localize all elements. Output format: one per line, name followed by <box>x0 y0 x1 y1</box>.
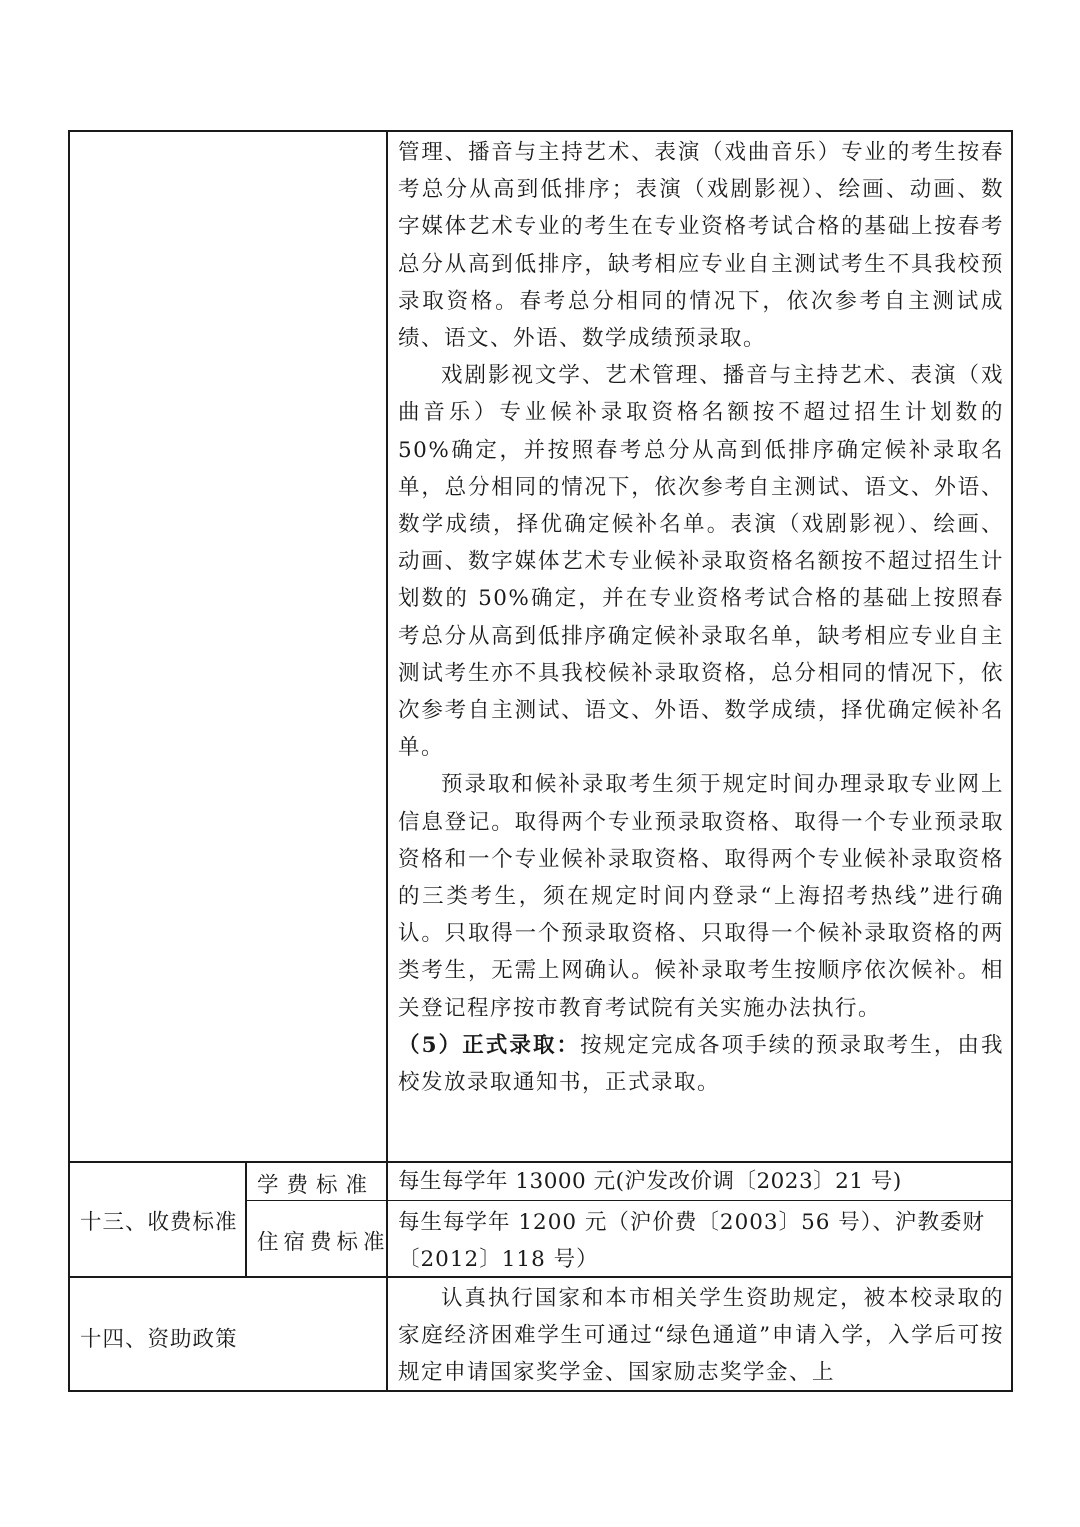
tuition-label: 学费标准 <box>257 1173 376 1198</box>
financial-aid-text: 认真执行国家和本市相关学生资助规定，被本校录取的家庭经济困难学生可通过“绿色通道”申请入学，入学后可按规定申请国家奖学金、国家励志奖学金、上 <box>398 1286 1004 1385</box>
fee-row-divider <box>245 1200 1013 1201</box>
admission-paragraph-2: 戏剧影视文学、艺术管理、播音与主持艺术、表演（戏曲音乐）专业候补录取资格名额按不超过招生计划数的 50%确定，并按照春考总分从高到低排序确定候补录取名单，总分相同的情况下，依次参考自主测试、语文、外语、数学成绩，择优确定候补名单。表演（戏剧影视）、绘画、动画、数字媒体艺术专业候补录取资格名额按不超过招生计划数的 50%确定，并在专业资格考试合格的基础上按照春考总分从高到低排序确定候补录取名单，缺考相应专业自主测试考生亦不具我校候补录取资格，总分相同的情况下，依次参考自主测试、语文、外语、数学成绩，择优确定候补名单。 <box>398 363 1004 761</box>
formal-admission-label: （5）正式录取： <box>398 1032 581 1058</box>
section14-title: 十四、资助政策 <box>80 1327 238 1352</box>
admission-paragraph-1: 管理、播音与主持艺术、表演（戏曲音乐）专业的考生按春考总分从高到低排序；表演（戏剧影视）、绘画、动画、数字媒体艺术专业的考生在专业资格考试合格的基础上按春考总分从高到低排序，缺考相应专业自主测试考生不具我校预录取资格。春考总分相同的情况下，依次参考自主测试成绩、语文、外语、数学成绩预录取。 <box>398 140 1004 352</box>
tuition-value: 每生每学年 13000 元(沪发改价调〔2023〕21 号) <box>398 1169 902 1194</box>
fee-subcolumn-divider <box>245 1162 247 1277</box>
section13-title: 十三、收费标准 <box>80 1210 238 1235</box>
formal-admission-text: 按规定完成各项手续的预录取考生，由我校发放录取通知书，正式录取。 <box>398 1032 1004 1096</box>
dorm-fee-label: 住宿费标准 <box>257 1230 390 1255</box>
admission-paragraph-3: 预录取和候补录取考生须于规定时间办理录取专业网上信息登记。取得两个专业预录取资格、取得一个专业预录取资格和一个专业候补录取资格、取得两个专业候补录取资格的三类考生，须在规定时间内登录“上海招考热线”进行确认。只取得一个预录取资格、只取得一个候补录取资格的两类考生，无需上网确认。候补录取考生按顺序依次候补。相关登记程序按市教育考试院有关实施办法执行。 <box>398 772 1004 1021</box>
column-divider <box>386 130 388 1392</box>
admission-rules-cell <box>398 134 1004 1101</box>
admission-paragraph-4 <box>398 1027 1004 1101</box>
dorm-fee-value: 每生每学年 1200 元（沪价费〔2003〕56 号）、沪教委财〔2012〕118 号） <box>398 1210 986 1272</box>
